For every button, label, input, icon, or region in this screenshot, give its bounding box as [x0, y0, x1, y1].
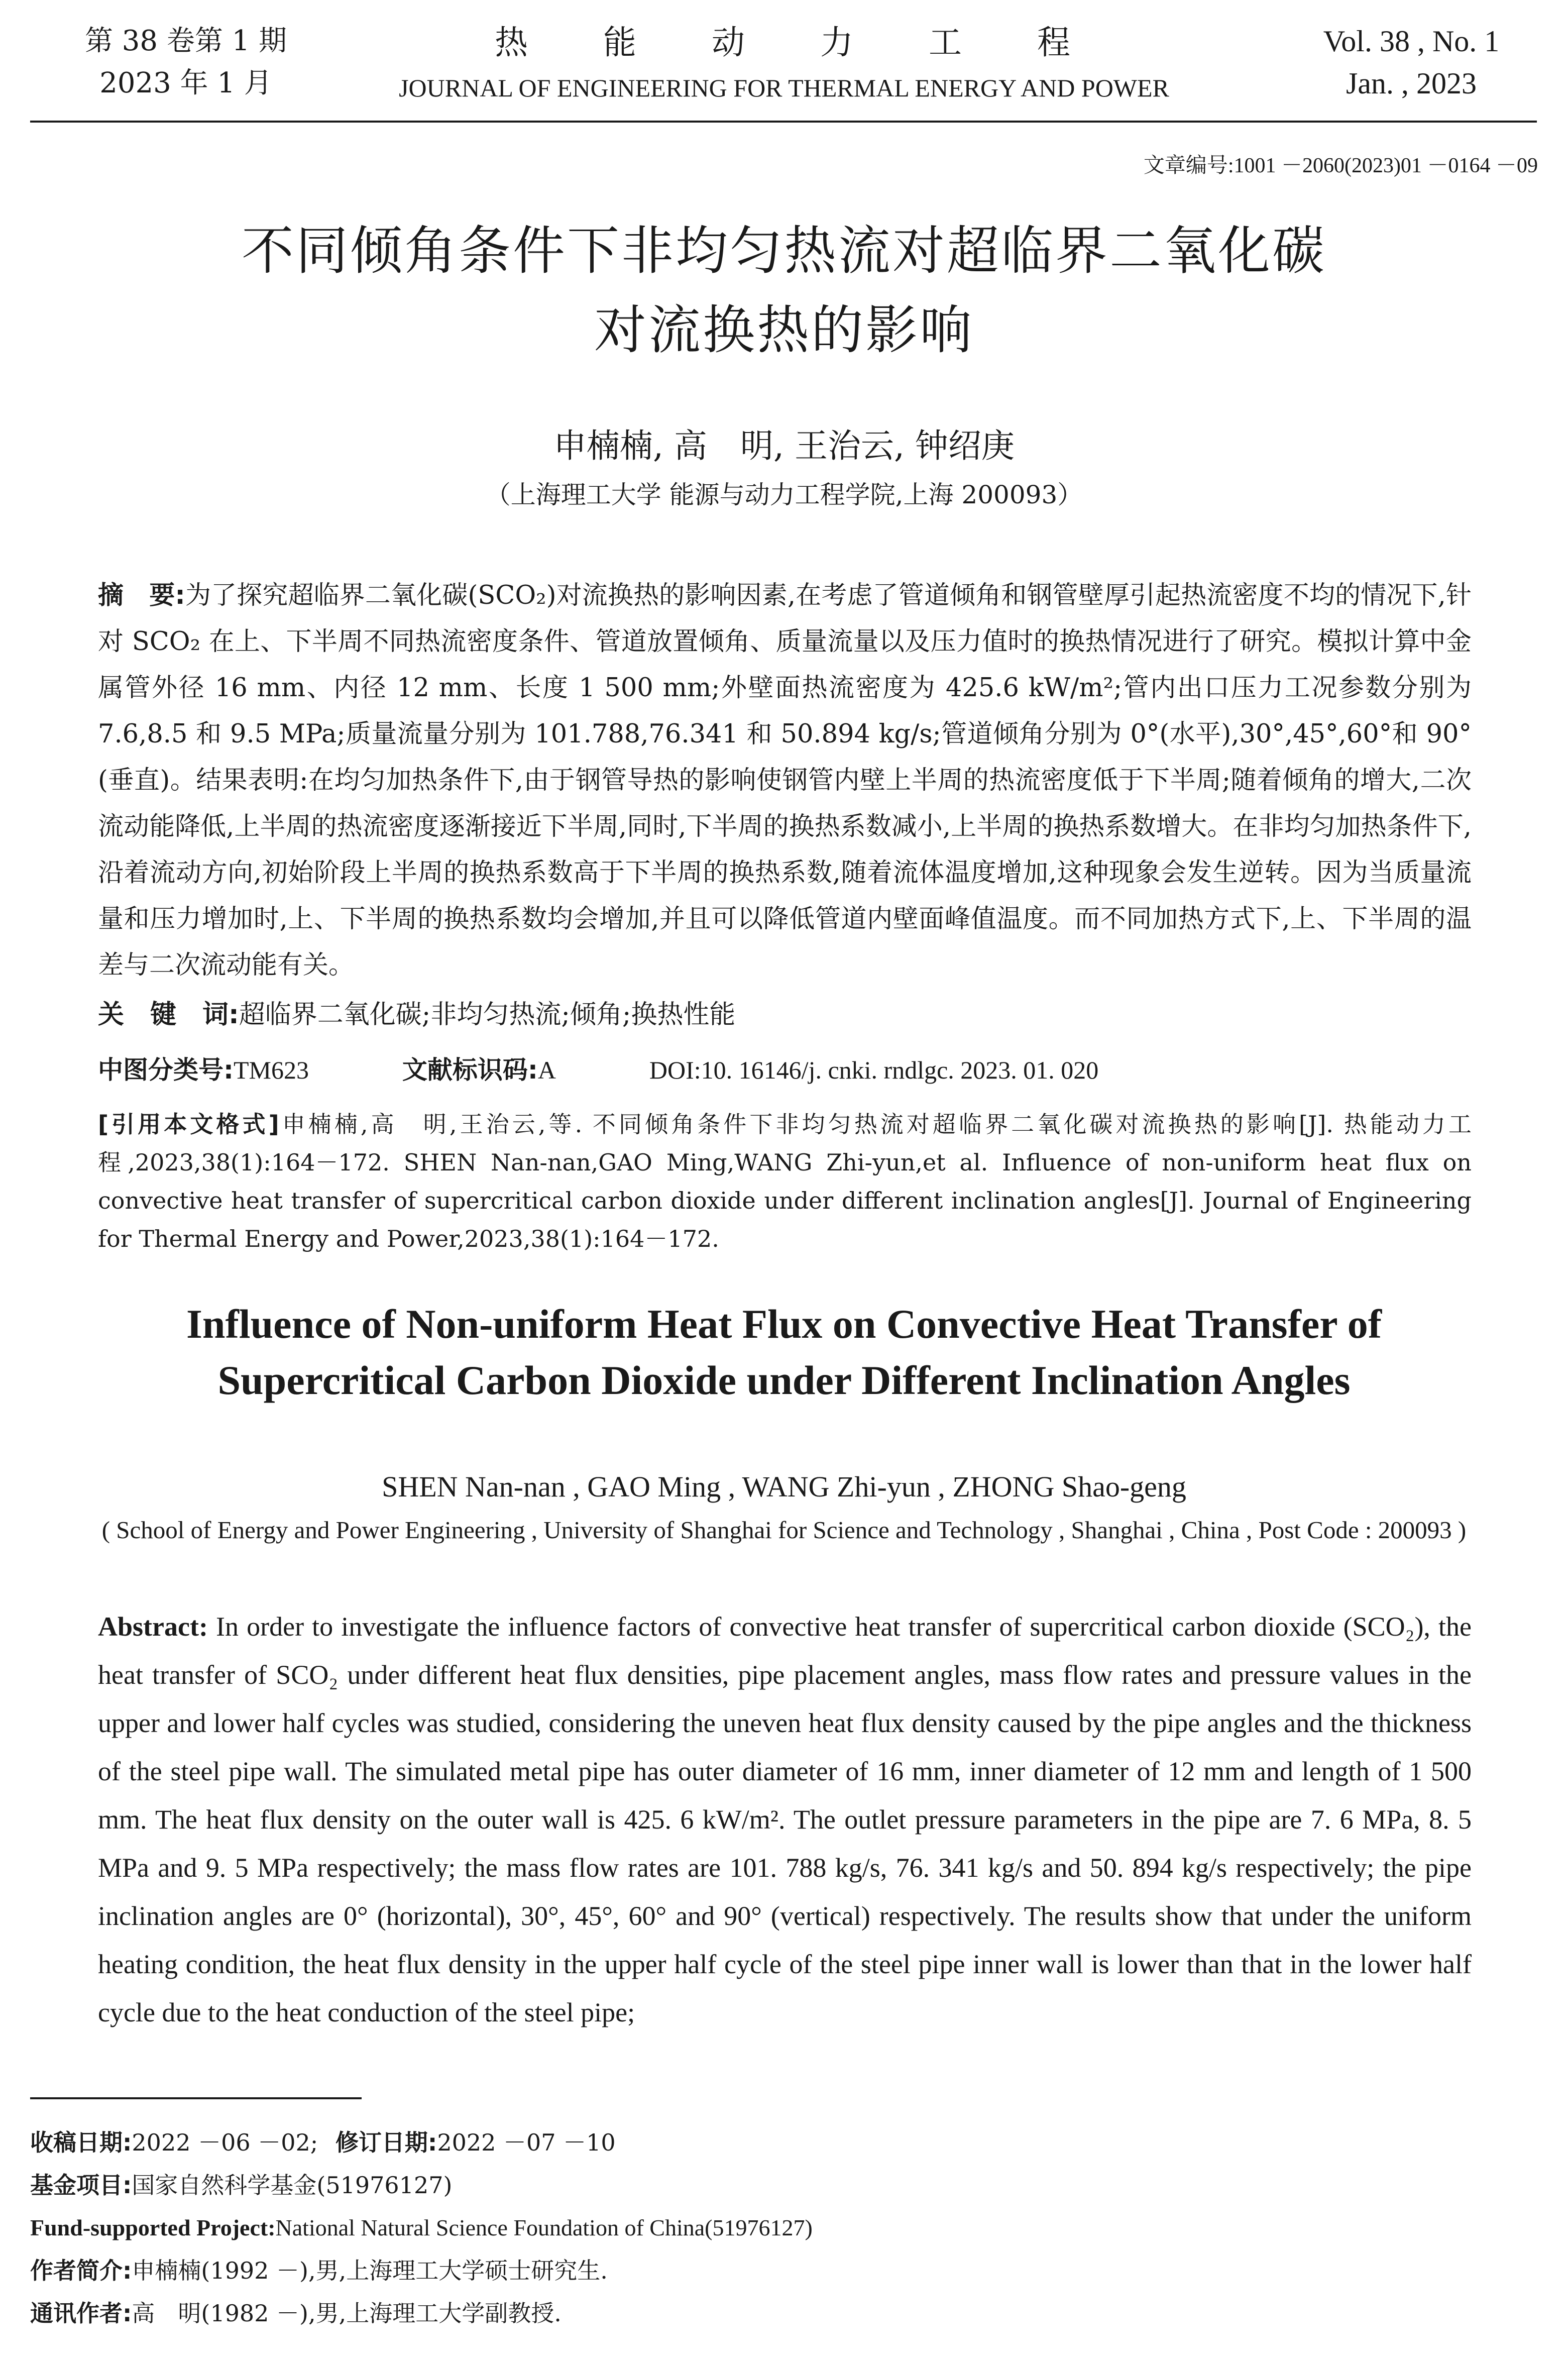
- issue-info-en: [1296, 20, 1527, 104]
- abstract-cn: [98, 573, 1472, 989]
- date-en: Jan. , 2023: [1346, 67, 1477, 100]
- volume-cn: 第 38 卷第 1 期: [84, 25, 287, 57]
- title-en: [60, 1296, 1508, 1409]
- doc-code-label: 文献标识码:: [402, 1055, 538, 1085]
- footnote-fund-cn: [30, 2165, 452, 2205]
- abstract-cn-label: 摘 要:: [98, 581, 185, 610]
- author-bio-label: 作者简介:: [30, 2257, 132, 2284]
- affiliation-cn: （上海理工大学 能源与动力工程学院,上海 200093）: [485, 480, 1083, 509]
- fund-en-value: National Natural Science Foundation of China(51976127): [275, 2215, 813, 2240]
- doi: DOI:10. 16146/j. cnki. rndlgc. 2023. 01. 020: [649, 1056, 1099, 1084]
- title-cn-line2: 对流换热的影响: [594, 299, 974, 361]
- keywords-cn: [98, 995, 1472, 1035]
- title-cn-line1: 不同倾角条件下非均匀热流对超临界二氧化碳: [241, 220, 1326, 281]
- volume-en: Vol. 38 , No. 1: [1323, 25, 1500, 58]
- abstract-cn-text: 为了探究超临界二氧化碳(SCO₂)对流换热的影响因素,在考虑了管道倾角和钢管壁厚引起热流密度不均的情况下,针对 SCO₂ 在上、下半周不同热流密度条件、管道放置倾角、质量流量以及压力值时的换热情况进行了研究。模拟计算中金属管外径 16 mm、内径 12 mm、长度 1 500 mm;外壁面热流密度为 425.6 kW/m²;管内出口压力工况参数分别为 7.6,8.5 和 9.5 MPa;质量流量分别为 101.788,76.341 和 50.894 kg/s;管道倾角分别为 0°(水平),30°,45°,60°和 90°(垂直)。结果表明:在均匀加热条件下,由于钢管导热的影响使钢管内壁上半周的热流密度低于下半周;随着倾角的增大,二次流动能降低,上半周的热流密度逐渐接近下半周,同时,下半周的换热系数减小,上半周的换热系数增大。在非均匀加热条件下,沿着流动方向,初始阶段上半周的换热系数高于下半周的换热系数,随着流体温度增加,这种现象会发生逆转。因为当质量流量和压力增加时,上、下半周的换热系数均会增加,并且可以降低管道内壁面峰值温度。而不同加热方式下,上、下半周的温差与二次流动能有关。: [98, 581, 1472, 980]
- affiliation-en: ( School of Energy and Power Engineering , University of Shanghai for Science and Technology , Shanghai , China , Post Code : 200093 ): [101, 1516, 1467, 1544]
- footnote-rule: [30, 2097, 362, 2099]
- authors-cn: 申楠楠, 高 明, 王治云, 钟绍庚: [553, 426, 1015, 465]
- title-cn: [60, 211, 1508, 370]
- received-label: 收稿日期:: [30, 2129, 132, 2156]
- abstract-en-text: In order to investigate the influence factors of convective heat transfer of supercritical carbon dioxide (SCO₂), the heat transfer of SCO₂ under different heat flux densities, pipe placement angles, mass flow rates and pressure values in the upper and lower half cycles was studied, considering the uneven heat flux density caused by the pipe angles and the thickness of the steel pipe wall. The simulated metal pipe has outer diameter of 16 mm, inner diameter of 12 mm and length of 1 500 mm. The heat flux density on the outer wall is 425. 6 kW/m². The outlet pressure parameters in the pipe are 7. 6 MPa, 8. 5 MPa and 9. 5 MPa respectively; the mass flow rates are 101. 788 kg/s, 76. 341 kg/s and 50. 894 kg/s respectively; the pipe inclination angles are 0° (horizontal), 30°, 45°, 60° and 90° (vertical) respectively. The results show that under the uniform heating condition, the heat flux density in the upper half cycle of the steel pipe inner wall is lower than that in the lower half cycle due to the heat conduction of the steel pipe;: [98, 1612, 1472, 2027]
- footnote-corresponding: [30, 2293, 562, 2333]
- citation-format: [98, 1105, 1472, 1258]
- revised-value: 2022 －07 －10: [437, 2129, 616, 2156]
- abstract-en: [98, 1602, 1472, 2036]
- citation-text: 申楠楠,高 明,王治云,等. 不同倾角条件下非均匀热流对超临界二氧化碳对流换热的影响[J]. 热能动力工程,2023,38(1):164－172. SHEN Nan-nan,GAO Ming,WANG Zhi-yun,et al. Influence of non-uniform heat flux on convective heat transfer of supercritical carbon dioxide under different inclination angles[J]. Journal of Engineering for Thermal Energy and Power,2023,38(1):164－172.: [98, 1111, 1472, 1252]
- journal-name-cn: 热 能 动 力 工 程: [495, 23, 1073, 62]
- footnote-dates: [30, 2122, 616, 2163]
- citation-label: [引用本文格式]: [98, 1111, 279, 1138]
- revised-label: 修订日期:: [335, 2129, 437, 2156]
- clc-label: 中图分类号:: [98, 1055, 234, 1085]
- journal-name-en: JOURNAL OF ENGINEERING FOR THERMAL ENERGY AND POWER: [399, 74, 1169, 102]
- fund-cn-value: 国家自然科学基金(51976127): [132, 2172, 453, 2199]
- keywords-cn-text: 超临界二氧化碳;非均匀热流;倾角;换热性能: [239, 1000, 736, 1030]
- doc-code-value: A: [537, 1056, 556, 1084]
- title-en-line2: Supercritical Carbon Dioxide under Different Inclination Angles: [217, 1357, 1351, 1403]
- footnote-fund-en: [30, 2208, 813, 2248]
- corresponding-label: 通讯作者:: [30, 2300, 132, 2327]
- corresponding-value: 高 明(1982 －),男,上海理工大学副教授.: [132, 2300, 562, 2327]
- header-rule: [30, 121, 1537, 123]
- fund-en-label: Fund-supported Project:: [30, 2215, 276, 2240]
- title-en-line1: Influence of Non-uniform Heat Flux on Convective Heat Transfer of: [186, 1301, 1382, 1347]
- fund-cn-label: 基金项目:: [30, 2172, 132, 2199]
- clc-value: TM623: [234, 1056, 309, 1084]
- authors-en: SHEN Nan-nan , GAO Ming , WANG Zhi-yun , ZHONG Shao-geng: [382, 1470, 1186, 1503]
- article-number: 文章编号:1001 －2060(2023)01 －0164 －09: [1143, 154, 1538, 177]
- classification-row: [98, 1050, 1472, 1090]
- date-cn: 2023 年 1 月: [99, 67, 272, 99]
- keywords-cn-label: 关 键 词:: [98, 1000, 239, 1030]
- footnote-author-bio: [30, 2250, 608, 2291]
- author-bio-value: 申楠楠(1992 －),男,上海理工大学硕士研究生.: [132, 2257, 608, 2284]
- received-value: 2022 －06 －02;: [132, 2129, 318, 2156]
- abstract-en-label: Abstract:: [98, 1612, 208, 1642]
